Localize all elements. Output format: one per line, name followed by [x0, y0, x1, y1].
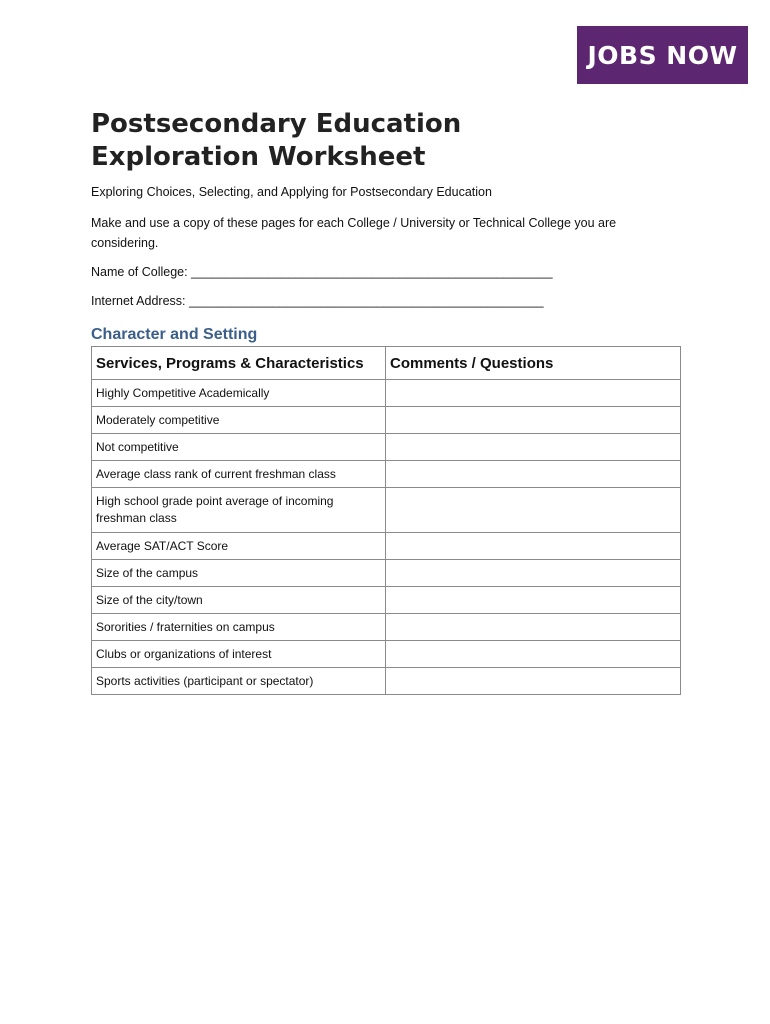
comment-cell[interactable]	[386, 488, 681, 533]
worksheet-subtitle: Exploring Choices, Selecting, and Applying for Postsecondary Education	[91, 185, 492, 199]
comment-cell[interactable]	[386, 461, 681, 488]
row-label: Sports activities (participant or spectator)	[92, 668, 386, 695]
column-header-comments: Comments / Questions	[386, 347, 681, 380]
worksheet-instructions: Make and use a copy of these pages for each College / University or Technical College you are considering.	[91, 216, 617, 250]
table-row	[92, 488, 681, 533]
table-row	[92, 587, 681, 614]
worksheet-title: Postsecondary Education Exploration Worksheet	[91, 109, 462, 172]
row-label: Not competitive	[92, 434, 386, 461]
table-row	[92, 461, 681, 488]
comment-cell[interactable]	[386, 533, 681, 560]
row-label: Clubs or organizations of interest	[92, 641, 386, 668]
row-label: Moderately competitive	[92, 407, 386, 434]
row-label: Average class rank of current freshman class	[92, 461, 386, 488]
worksheet-content	[91, 108, 681, 695]
table-row	[92, 641, 681, 668]
comment-cell[interactable]	[386, 434, 681, 461]
table-row	[92, 533, 681, 560]
comment-cell[interactable]	[386, 614, 681, 641]
row-label: Sororities / fraternities on campus	[92, 614, 386, 641]
comment-cell[interactable]	[386, 668, 681, 695]
name-of-college-field[interactable]: Name of College: ____________________________________________________	[91, 265, 553, 279]
comment-cell[interactable]	[386, 380, 681, 407]
table-row	[92, 668, 681, 695]
jobs-now-logo	[577, 26, 748, 84]
internet-address-field[interactable]: Internet Address: ___________________________________________________	[91, 294, 544, 308]
row-label: Size of the city/town	[92, 587, 386, 614]
comment-cell[interactable]	[386, 641, 681, 668]
table-row	[92, 614, 681, 641]
row-label: High school grade point average of incoming freshman class	[92, 488, 386, 533]
table-row	[92, 407, 681, 434]
comment-cell[interactable]	[386, 407, 681, 434]
table-header-row	[92, 347, 681, 380]
column-header-services: Services, Programs & Characteristics	[92, 347, 386, 380]
comment-cell[interactable]	[386, 587, 681, 614]
table-row	[92, 380, 681, 407]
section-heading: Character and Setting	[91, 326, 258, 343]
services-table	[91, 346, 681, 695]
row-label: Highly Competitive Academically	[92, 380, 386, 407]
table-row	[92, 560, 681, 587]
row-label: Size of the campus	[92, 560, 386, 587]
comment-cell[interactable]	[386, 560, 681, 587]
table-row	[92, 434, 681, 461]
logo-text: JOBS NOW	[587, 40, 738, 70]
row-label: Average SAT/ACT Score	[92, 533, 386, 560]
